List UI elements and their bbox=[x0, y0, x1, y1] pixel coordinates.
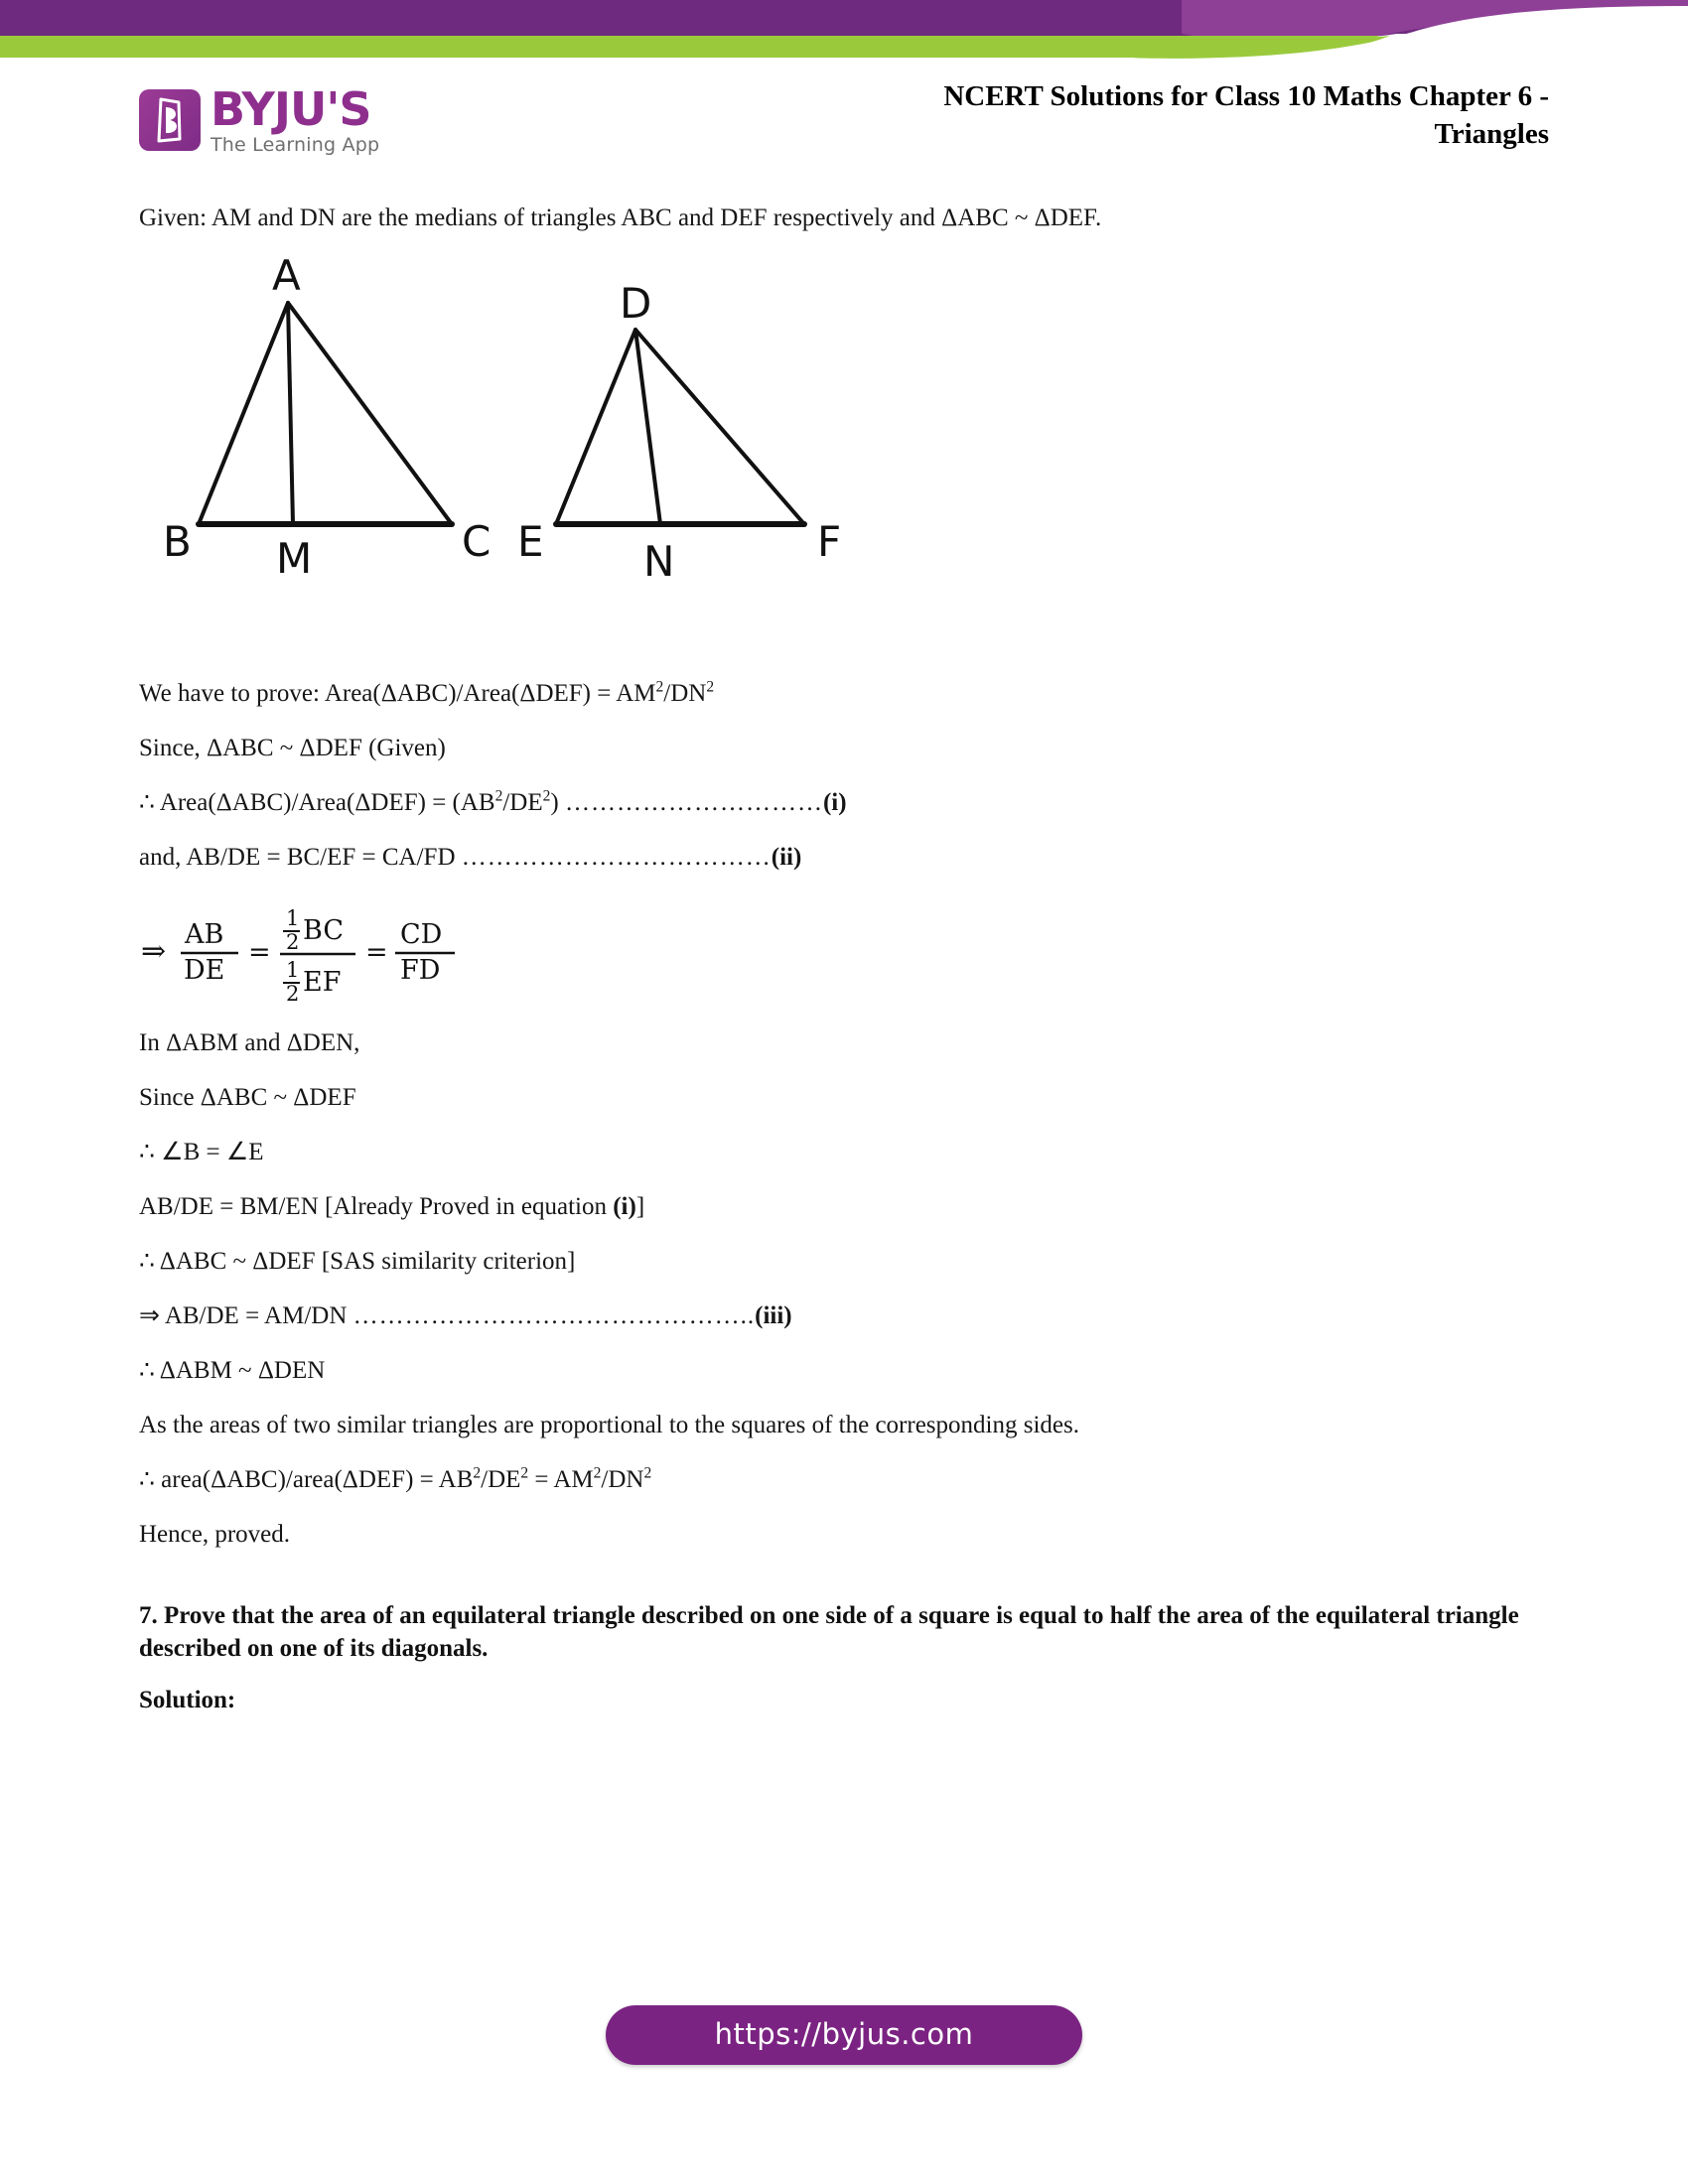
final-area-part3: = AM bbox=[528, 1466, 594, 1493]
frac2-den-term: EF bbox=[303, 967, 342, 998]
equation-i-part3: ) bbox=[550, 789, 559, 816]
prove-statement-part2: /DN bbox=[663, 680, 707, 707]
prove-statement bbox=[139, 679, 1549, 709]
solution-label: Solution: bbox=[139, 1687, 236, 1713]
top-banner bbox=[0, 0, 1688, 69]
vertex-label-a: A bbox=[272, 258, 301, 300]
byjus-url-button[interactable]: https://byjus.com bbox=[606, 2005, 1082, 2065]
sup-2: 2 bbox=[494, 787, 503, 805]
sup-2: 2 bbox=[643, 1464, 652, 1482]
equation-iii-ref: (iii) bbox=[755, 1302, 792, 1329]
frac2-den-half-den: 2 bbox=[286, 982, 300, 1006]
final-area-equation bbox=[139, 1465, 1549, 1495]
since-similar-statement-2: Since ΔABC ~ ΔDEF bbox=[139, 1084, 356, 1111]
frac2-num-term: BC bbox=[303, 915, 345, 946]
equation-iii-dots: ……………………………………….. bbox=[352, 1302, 756, 1329]
vertex-label-b: B bbox=[163, 517, 192, 566]
page-title bbox=[794, 77, 1549, 153]
vertex-label-d: D bbox=[620, 279, 652, 328]
frac3-numerator: CD bbox=[400, 919, 443, 950]
equation-ii bbox=[139, 843, 1549, 873]
equation-i-part1: ∴ Area(ΔABC)/Area(ΔDEF) = (AB bbox=[139, 789, 495, 816]
sas-similarity-statement: ∴ ΔABC ~ ΔDEF [SAS similarity criterion] bbox=[139, 1248, 576, 1275]
main-content bbox=[139, 204, 1549, 1714]
vertex-label-n: N bbox=[643, 537, 675, 586]
equals-2: = bbox=[365, 937, 388, 968]
logo-brand-text: BYJU'S bbox=[211, 82, 371, 136]
sup-2: 2 bbox=[593, 1464, 602, 1482]
final-area-part2: /DE bbox=[481, 1466, 521, 1493]
vertex-label-m: M bbox=[276, 534, 313, 583]
vertex-label-e: E bbox=[517, 517, 544, 566]
equation-ii-text: and, AB/DE = BC/EF = CA/FD bbox=[139, 844, 456, 871]
equals-1: = bbox=[248, 937, 271, 968]
ratio-proved-close: ] bbox=[635, 1193, 645, 1220]
triangles-figure bbox=[139, 258, 1132, 675]
final-area-part4: /DN bbox=[601, 1466, 644, 1493]
equation-iii-text: ⇒ AB/DE = AM/DN bbox=[139, 1302, 348, 1329]
frac2-num-half-num: 1 bbox=[286, 906, 300, 930]
logo-tagline: The Learning App bbox=[211, 134, 380, 156]
ratio-proved-text: AB/DE = BM/EN [Already Proved in equation bbox=[139, 1193, 614, 1220]
equation-ii-ref: (ii) bbox=[771, 844, 802, 871]
equation-i-part2: /DE bbox=[502, 789, 543, 816]
implies-arrow: ⇒ bbox=[141, 934, 167, 969]
sup-2: 2 bbox=[520, 1464, 529, 1482]
hence-proved-statement: Hence, proved. bbox=[139, 1521, 291, 1548]
equation-i-dots: ………………………… bbox=[564, 789, 823, 816]
given-statement: Given: AM and DN are the medians of triangles ABC and DEF respectively and ΔABC ~ ΔDEF. bbox=[139, 205, 1102, 231]
ratio-fraction-equation bbox=[139, 897, 1549, 1007]
page-footer bbox=[0, 2005, 1688, 2065]
page-title-line1: NCERT Solutions for Class 10 Maths Chapter 6 - bbox=[943, 80, 1549, 112]
prove-statement-part1: We have to prove: Area(ΔABC)/Area(ΔDEF) = AM bbox=[139, 680, 656, 707]
frac1-numerator: AB bbox=[185, 919, 224, 950]
ratio-proved-statement bbox=[139, 1192, 1549, 1222]
frac3-denominator: FD bbox=[400, 955, 441, 986]
sup-2: 2 bbox=[706, 678, 715, 696]
page-header bbox=[0, 77, 1688, 187]
in-triangles-statement: In ΔABM and ΔDEN, bbox=[139, 1029, 360, 1056]
final-area-part1: ∴ area(ΔABC)/area(ΔDEF) = AB bbox=[139, 1466, 474, 1493]
sup-2: 2 bbox=[542, 787, 551, 805]
frac2-den-half-num: 1 bbox=[286, 958, 300, 982]
vertex-label-f: F bbox=[817, 517, 842, 566]
byjus-b-logo-icon bbox=[139, 89, 201, 151]
byjus-logo bbox=[139, 82, 380, 156]
equation-iii bbox=[139, 1301, 1549, 1331]
angle-equality-statement: ∴ ∠B = ∠E bbox=[139, 1139, 264, 1165]
equation-i-ref: (i) bbox=[822, 789, 847, 816]
frac1-denominator: DE bbox=[184, 955, 225, 986]
vertex-label-c: C bbox=[462, 517, 492, 566]
areas-proportional-statement: As the areas of two similar triangles are proportional to the squares of the corresponding sides. bbox=[139, 1412, 1079, 1438]
question-7-text: 7. Prove that the area of an equilateral triangle described on one side of a square is equal to half the area of the equilateral triangle described on one of its diagonals. bbox=[139, 1602, 1519, 1662]
equation-ii-dots: ……………………………… bbox=[461, 844, 772, 871]
frac2-num-half-den: 2 bbox=[286, 930, 300, 954]
page-title-line2: Triangles bbox=[1434, 118, 1549, 150]
sup-2: 2 bbox=[473, 1464, 482, 1482]
ratio-proved-ref: (i) bbox=[613, 1193, 636, 1220]
equation-i bbox=[139, 788, 1549, 818]
sup-2: 2 bbox=[655, 678, 664, 696]
abm-den-similar-statement: ∴ ΔABM ~ ΔDEN bbox=[139, 1357, 326, 1384]
since-similar-statement: Since, ΔABC ~ ΔDEF (Given) bbox=[139, 735, 446, 761]
question-block bbox=[139, 1599, 1549, 1714]
